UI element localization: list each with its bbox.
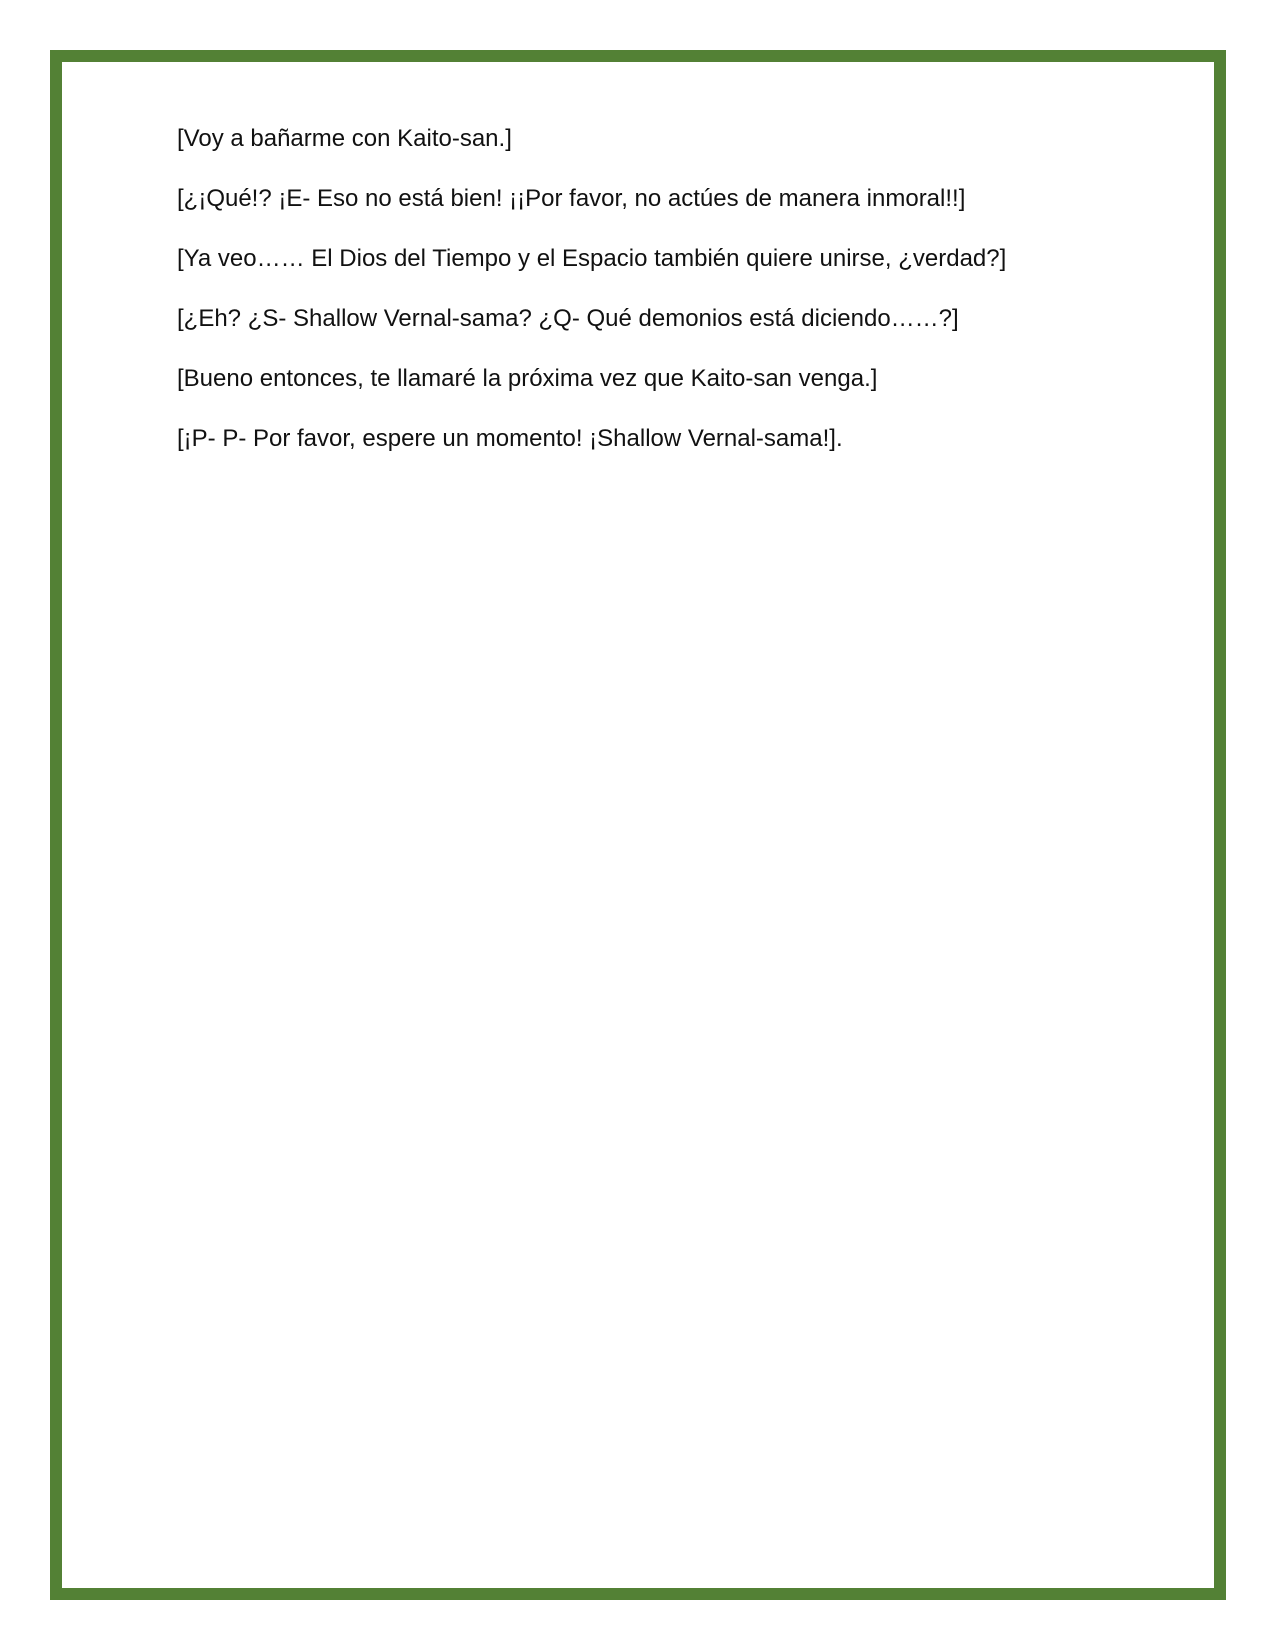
document-body xyxy=(177,125,1177,485)
dialogue-line-1: [Voy a bañarme con Kaito-san.] xyxy=(177,125,512,152)
dialogue-line-3: [Ya veo…… El Dios del Tiempo y el Espacio también quiere unirse, ¿verdad?] xyxy=(177,245,1007,272)
dialogue-line-4: [¿Eh? ¿S- Shallow Vernal-sama? ¿Q- Qué demonios está diciendo……?] xyxy=(177,305,959,332)
dialogue-line-2: [¿¡Qué!? ¡E- Eso no está bien! ¡¡Por favor, no actúes de manera inmoral!!] xyxy=(177,185,966,212)
dialogue-line-6: [¡P- P- Por favor, espere un momento! ¡Shallow Vernal-sama!]. xyxy=(177,425,843,452)
dialogue-line-5: [Bueno entonces, te llamaré la próxima vez que Kaito-san venga.] xyxy=(177,365,878,392)
